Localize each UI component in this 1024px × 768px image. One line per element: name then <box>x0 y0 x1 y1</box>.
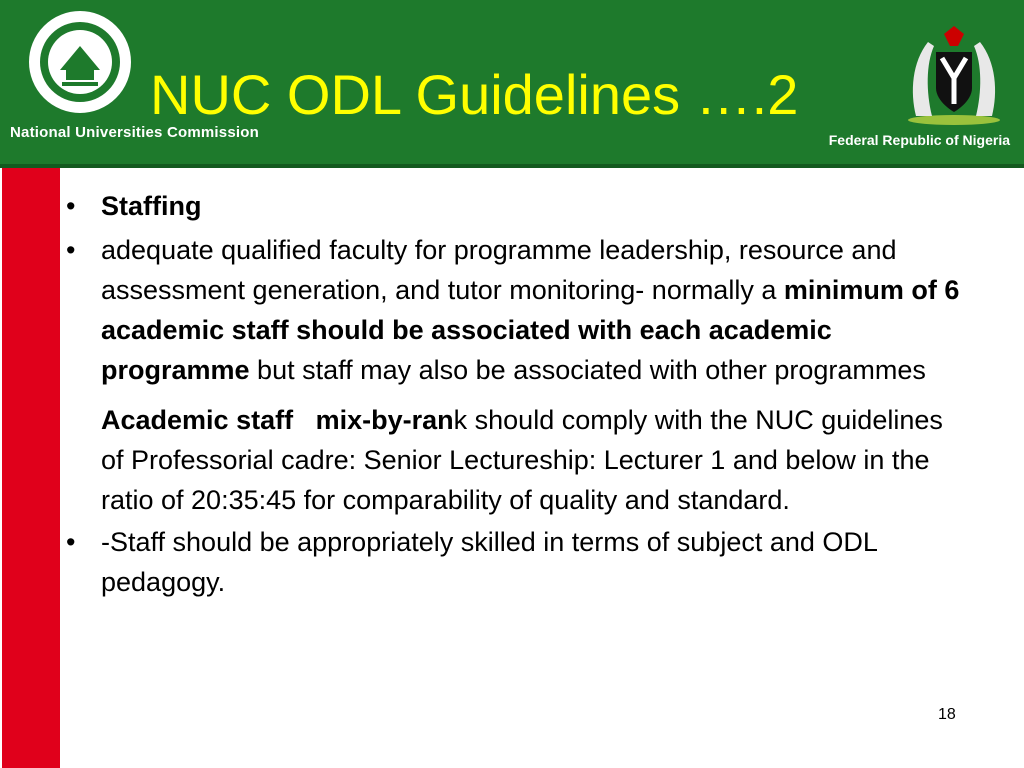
slide-title: NUC ODL Guidelines ….2 <box>150 63 799 126</box>
bullet-icon: • <box>66 191 76 221</box>
slide-number: 18 <box>938 706 956 723</box>
country-name: Federal Republic of Nigeria <box>828 132 1010 148</box>
paragraph-staff-mix <box>66 400 966 520</box>
coat-of-arms-icon <box>898 22 1010 126</box>
bullet-text-bold: minimum of 6 academic staff should be associated with each academic programme <box>101 275 960 385</box>
bullet-text: -Staff should be appropriately skilled in terms of subject and ODL pedagogy. <box>101 527 877 597</box>
bullet-text-lead: adequate qualified faculty for programme leadership, resource and assessment generation, and tutor monitoring- normally a <box>101 235 897 305</box>
left-accent-bar <box>2 168 60 768</box>
nuc-seal-logo <box>24 6 136 118</box>
para-bold-1: Academic staff <box>101 405 294 435</box>
bullet-item-faculty <box>66 230 966 390</box>
bullet-text: Staffing <box>101 191 202 221</box>
bullet-icon: • <box>66 235 76 265</box>
slide-body <box>66 186 966 602</box>
para-bold-2: mix-by-ran <box>315 405 454 435</box>
slide-header <box>0 0 1024 168</box>
bullet-text-tail: but staff may also be associated with other programmes <box>249 355 926 385</box>
bullet-icon: • <box>66 527 76 557</box>
header-divider <box>0 164 1024 168</box>
bullet-item-skills <box>66 522 966 602</box>
para-text: k should comply with the NUC guidelines of Professorial cadre: Senior Lectureship: Lecturer 1 and below in the ratio of 20:35:45 for comparability of quality and standard. <box>101 405 943 515</box>
nuc-name: National Universities Commission <box>10 124 259 141</box>
bullet-item-staffing <box>66 186 966 226</box>
